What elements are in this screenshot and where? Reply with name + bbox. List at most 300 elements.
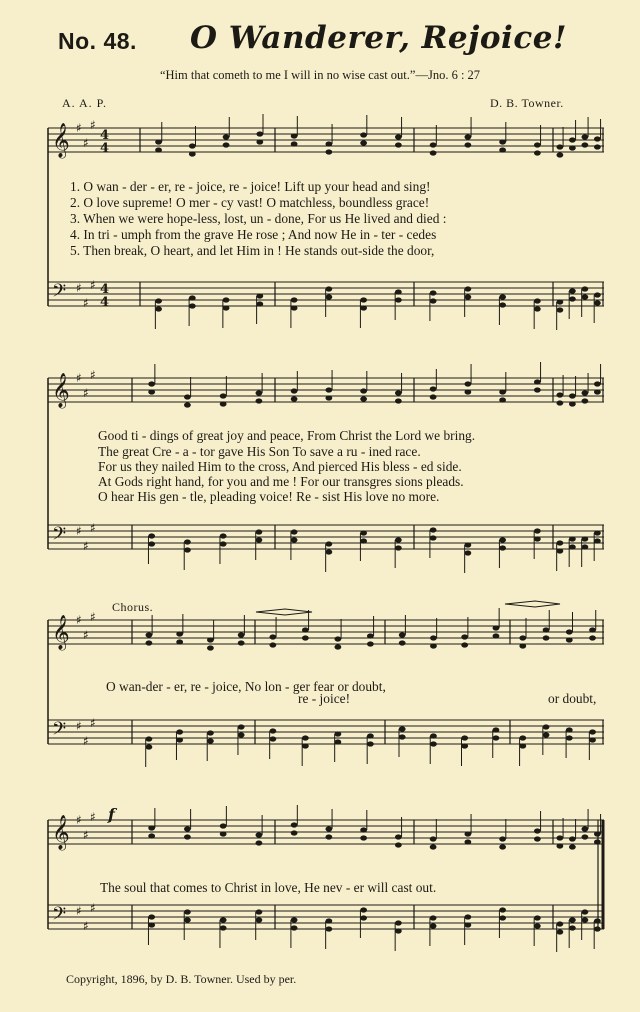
note-head	[493, 727, 500, 732]
note-head	[594, 389, 601, 394]
note-head	[360, 827, 367, 832]
note-head	[291, 388, 298, 393]
note-head	[302, 627, 309, 632]
chorus-lyric-line-2: The soul that comes to Christ in love, He nev - er will cast out.	[100, 880, 437, 895]
note-head	[360, 530, 367, 535]
note-head	[464, 134, 471, 139]
note-head	[220, 823, 227, 828]
note-head	[395, 134, 402, 139]
sharp-sign: ♯	[90, 278, 96, 292]
hairpin-mark	[505, 601, 560, 607]
sharp-sign: ♯	[90, 810, 96, 824]
sharp-sign: ♯	[90, 118, 96, 132]
verse-2-line-2: The great Cre - a - tor gave His Son To save a ru - ined race.	[98, 444, 421, 459]
verse-4-line-1: 4. In tri - umph from the grave He rose ; And now He in - ter - cedes	[70, 227, 437, 242]
note-head	[499, 545, 506, 550]
note-head	[556, 152, 563, 157]
note-head	[223, 134, 230, 139]
note-head	[155, 147, 162, 152]
note-head	[556, 835, 563, 840]
note-head	[184, 539, 191, 544]
note-head	[184, 917, 191, 922]
note-head	[569, 925, 576, 930]
bass-clef: 𝄢	[52, 719, 67, 744]
note-head	[499, 844, 506, 849]
note-head	[464, 389, 471, 394]
note-head	[148, 914, 155, 919]
sharp-sign: ♯	[76, 719, 82, 733]
note-head	[589, 635, 596, 640]
note-head	[543, 627, 550, 632]
note-head	[556, 307, 563, 312]
note-head	[556, 921, 563, 926]
verse-3-line-2: For us they nailed Him to the cross, And pierced His bless - ed side.	[98, 459, 462, 474]
note-head	[581, 917, 588, 922]
note-head	[556, 843, 563, 848]
note-head	[360, 132, 367, 137]
note-head	[302, 743, 309, 748]
note-head	[399, 632, 406, 637]
note-head	[594, 292, 601, 297]
note-head	[220, 541, 227, 546]
note-head	[556, 400, 563, 405]
bass-clef: 𝄢	[52, 281, 67, 306]
note-head	[430, 142, 437, 147]
note-head	[291, 925, 298, 930]
note-head	[461, 735, 468, 740]
note-head	[499, 397, 506, 402]
note-head	[325, 918, 332, 923]
note-head	[360, 140, 367, 145]
note-head	[499, 915, 506, 920]
note-head	[334, 739, 341, 744]
note-head	[189, 143, 196, 148]
sharp-sign: ♯	[90, 716, 96, 730]
note-head	[334, 731, 341, 736]
note-head	[399, 640, 406, 645]
note-head	[569, 844, 576, 849]
note-head	[395, 398, 402, 403]
note-head	[367, 741, 374, 746]
note-head	[184, 547, 191, 552]
note-head	[493, 735, 500, 740]
verse-3-line-1: 3. When we were hope-less, lost, un - done, For us He lived and died :	[70, 211, 447, 226]
note-head	[207, 730, 214, 735]
sharp-sign: ♯	[83, 296, 89, 310]
sharp-sign: ♯	[90, 368, 96, 382]
note-head	[223, 305, 230, 310]
scripture-epigraph: “Him that cometh to me I will in no wise cast out.”—Jno. 6 : 27	[159, 68, 481, 82]
note-head	[360, 915, 367, 920]
note-head	[543, 635, 550, 640]
note-head	[581, 536, 588, 541]
note-head	[395, 928, 402, 933]
sharp-sign: ♯	[83, 539, 89, 553]
note-head	[430, 923, 437, 928]
composer-credit: D. B. Towner.	[490, 96, 564, 110]
note-head	[325, 294, 332, 299]
note-head	[367, 733, 374, 738]
note-head	[291, 305, 298, 310]
note-head	[566, 629, 573, 634]
time-signature: 4	[100, 282, 110, 297]
note-head	[256, 139, 263, 144]
note-head	[569, 288, 576, 293]
note-head	[399, 726, 406, 731]
note-head	[430, 535, 437, 540]
note-head	[325, 149, 332, 154]
note-head	[220, 831, 227, 836]
note-head	[220, 401, 227, 406]
note-head	[256, 131, 263, 136]
note-head	[325, 834, 332, 839]
note-head	[569, 536, 576, 541]
note-head	[589, 737, 596, 742]
note-head	[556, 392, 563, 397]
note-head	[499, 537, 506, 542]
note-head	[534, 142, 541, 147]
note-head	[238, 632, 245, 637]
sharp-sign: ♯	[83, 386, 89, 400]
note-head	[325, 387, 332, 392]
note-head	[238, 732, 245, 737]
note-head	[360, 396, 367, 401]
note-head	[238, 724, 245, 729]
note-head	[291, 822, 298, 827]
chorus-alt-lyric-1: re - joice!	[298, 691, 351, 706]
note-head	[395, 545, 402, 550]
chorus-lyric-line-1: O wan-der - er, re - joice, No lon - ger fear or doubt,	[106, 679, 386, 694]
verse-5-line-2: O hear His gen - tle, pleading voice! Re - sist His love no more.	[98, 489, 440, 504]
sharp-sign: ♯	[83, 828, 89, 842]
note-head	[367, 641, 374, 646]
chorus-label: Chorus.	[112, 600, 154, 614]
note-head	[256, 529, 263, 534]
note-head	[148, 533, 155, 538]
treble-clef: 𝄞	[52, 615, 70, 650]
hymn-number: No. 48.	[58, 28, 137, 54]
note-head	[325, 395, 332, 400]
note-head	[534, 915, 541, 920]
note-head	[256, 537, 263, 542]
note-head	[594, 144, 601, 149]
note-head	[155, 298, 162, 303]
note-head	[184, 394, 191, 399]
note-head	[395, 842, 402, 847]
note-head	[220, 393, 227, 398]
note-head	[148, 833, 155, 838]
note-head	[569, 145, 576, 150]
note-head	[148, 825, 155, 830]
note-head	[430, 298, 437, 303]
time-signature: 4	[100, 128, 110, 143]
note-head	[269, 736, 276, 741]
note-head	[464, 294, 471, 299]
note-head	[148, 922, 155, 927]
note-head	[566, 735, 573, 740]
note-head	[569, 917, 576, 922]
note-head	[176, 737, 183, 742]
note-head	[146, 736, 153, 741]
note-head	[146, 640, 153, 645]
note-head	[430, 844, 437, 849]
time-signature: 4	[100, 141, 110, 156]
note-head	[325, 549, 332, 554]
note-head	[256, 398, 263, 403]
note-head	[499, 907, 506, 912]
note-head	[256, 917, 263, 922]
dynamic-forte: f	[108, 805, 115, 824]
note-head	[220, 917, 227, 922]
note-head	[464, 542, 471, 547]
note-head	[430, 386, 437, 391]
note-head	[176, 631, 183, 636]
note-head	[291, 297, 298, 302]
sharp-sign: ♯	[83, 734, 89, 748]
note-head	[461, 634, 468, 639]
note-head	[543, 732, 550, 737]
note-head	[556, 929, 563, 934]
hairpin-mark	[256, 609, 312, 615]
note-head	[207, 637, 214, 642]
note-head	[395, 297, 402, 302]
note-head	[569, 137, 576, 142]
note-head	[430, 741, 437, 746]
sharp-sign: ♯	[76, 524, 82, 538]
note-head	[302, 635, 309, 640]
note-head	[464, 831, 471, 836]
chorus-alt-lyric-2: or doubt,	[548, 691, 597, 706]
note-head	[543, 724, 550, 729]
sharp-sign: ♯	[76, 904, 82, 918]
sharp-sign: ♯	[90, 521, 96, 535]
note-head	[176, 639, 183, 644]
note-head	[146, 744, 153, 749]
note-head	[430, 915, 437, 920]
bass-clef: 𝄢	[52, 524, 67, 549]
note-head	[291, 917, 298, 922]
note-head	[360, 538, 367, 543]
note-head	[256, 832, 263, 837]
note-head	[360, 907, 367, 912]
note-head	[464, 914, 471, 919]
note-head	[430, 733, 437, 738]
note-head	[291, 529, 298, 534]
note-head	[581, 142, 588, 147]
treble-clef: 𝄞	[52, 373, 70, 408]
note-head	[594, 926, 601, 931]
note-head	[556, 144, 563, 149]
note-head	[556, 299, 563, 304]
note-head	[395, 390, 402, 395]
note-head	[291, 537, 298, 542]
note-head	[189, 151, 196, 156]
treble-clef: 𝄞	[52, 815, 70, 850]
note-head	[155, 139, 162, 144]
note-head	[594, 300, 601, 305]
note-head	[325, 286, 332, 291]
note-head	[581, 286, 588, 291]
note-head	[569, 401, 576, 406]
treble-clef: 𝄞	[52, 123, 70, 158]
note-head	[566, 637, 573, 642]
note-head	[566, 727, 573, 732]
note-head	[184, 909, 191, 914]
note-head	[360, 835, 367, 840]
note-head	[581, 390, 588, 395]
sharp-sign: ♯	[76, 121, 82, 135]
note-head	[581, 294, 588, 299]
note-head	[256, 390, 263, 395]
note-head	[594, 538, 601, 543]
sharp-sign: ♯	[76, 371, 82, 385]
note-head	[399, 734, 406, 739]
note-head	[269, 642, 276, 647]
verse-5-line-1: 5. Then break, O heart, and let Him in ! He stands out-side the door,	[70, 243, 435, 258]
note-head	[395, 537, 402, 542]
note-head	[464, 381, 471, 386]
note-head	[499, 139, 506, 144]
note-head	[430, 290, 437, 295]
note-head	[430, 150, 437, 155]
note-head	[207, 738, 214, 743]
note-head	[594, 136, 601, 141]
note-head	[325, 926, 332, 931]
note-head	[220, 533, 227, 538]
note-head	[269, 634, 276, 639]
note-head	[256, 301, 263, 306]
verse-1-line-2: Good ti - dings of great joy and peace, From Christ the Lord we bring.	[98, 428, 476, 443]
note-head	[395, 142, 402, 147]
note-head	[534, 828, 541, 833]
note-head	[291, 396, 298, 401]
note-head	[534, 836, 541, 841]
note-head	[430, 527, 437, 532]
note-head	[223, 142, 230, 147]
note-head	[534, 528, 541, 533]
note-head	[430, 635, 437, 640]
note-head	[556, 548, 563, 553]
note-head	[534, 379, 541, 384]
note-head	[493, 625, 500, 630]
note-head	[461, 642, 468, 647]
note-head	[207, 645, 214, 650]
note-head	[223, 297, 230, 302]
note-head	[148, 389, 155, 394]
note-head	[464, 922, 471, 927]
note-head	[430, 836, 437, 841]
note-head	[499, 389, 506, 394]
note-head	[594, 530, 601, 535]
note-head	[146, 632, 153, 637]
note-head	[256, 293, 263, 298]
note-head	[581, 398, 588, 403]
note-head	[184, 826, 191, 831]
note-head	[581, 909, 588, 914]
note-head	[534, 150, 541, 155]
note-head	[325, 826, 332, 831]
bass-clef: 𝄢	[52, 904, 67, 929]
note-head	[184, 834, 191, 839]
note-head	[325, 541, 332, 546]
note-head	[519, 735, 526, 740]
note-head	[534, 298, 541, 303]
hymn-title: O Wanderer, Rejoice!	[190, 20, 568, 56]
note-head	[155, 306, 162, 311]
note-head	[589, 729, 596, 734]
note-head	[238, 640, 245, 645]
sharp-sign: ♯	[76, 813, 82, 827]
sharp-sign: ♯	[83, 919, 89, 933]
note-head	[360, 297, 367, 302]
note-head	[302, 735, 309, 740]
note-head	[430, 394, 437, 399]
note-head	[360, 305, 367, 310]
note-head	[556, 540, 563, 545]
verse-1-line-1: 1. O wan - der - er, re - joice, re - joice! Lift up your head and sing!	[70, 179, 431, 194]
lyricist-credit: A. A. P.	[62, 96, 108, 110]
note-head	[291, 141, 298, 146]
note-head	[534, 536, 541, 541]
note-head	[367, 633, 374, 638]
note-head	[334, 644, 341, 649]
note-head	[464, 142, 471, 147]
note-head	[269, 728, 276, 733]
note-head	[395, 834, 402, 839]
note-head	[184, 402, 191, 407]
note-head	[256, 909, 263, 914]
note-head	[148, 381, 155, 386]
verse-2-line-1: 2. O love supreme! O mer - cy vast! O matchless, boundless grace!	[70, 195, 430, 210]
note-head	[395, 289, 402, 294]
sharp-sign: ♯	[76, 613, 82, 627]
note-head	[493, 633, 500, 638]
sharp-sign: ♯	[83, 136, 89, 150]
note-head	[581, 134, 588, 139]
note-head	[569, 544, 576, 549]
note-head	[534, 306, 541, 311]
note-head	[220, 925, 227, 930]
note-head	[461, 743, 468, 748]
sharp-sign: ♯	[90, 901, 96, 915]
sharp-sign: ♯	[90, 610, 96, 624]
note-head	[499, 294, 506, 299]
note-head	[569, 296, 576, 301]
note-head	[499, 147, 506, 152]
note-head	[499, 836, 506, 841]
note-head	[519, 743, 526, 748]
note-head	[334, 636, 341, 641]
note-head	[581, 834, 588, 839]
note-head	[189, 295, 196, 300]
note-head	[189, 303, 196, 308]
note-head	[176, 729, 183, 734]
note-head	[148, 541, 155, 546]
note-head	[519, 635, 526, 640]
note-head	[360, 388, 367, 393]
time-signature: 4	[100, 295, 110, 310]
note-head	[534, 923, 541, 928]
note-head	[499, 302, 506, 307]
note-head	[430, 643, 437, 648]
note-head	[291, 133, 298, 138]
note-head	[594, 918, 601, 923]
note-head	[569, 393, 576, 398]
note-head	[256, 840, 263, 845]
verse-4-line-2: At Gods right hand, for you and me ! For our transgres sions pleads.	[98, 474, 464, 489]
note-head	[581, 826, 588, 831]
copyright-notice: Copyright, 1896, by D. B. Towner. Used by per.	[66, 972, 297, 986]
